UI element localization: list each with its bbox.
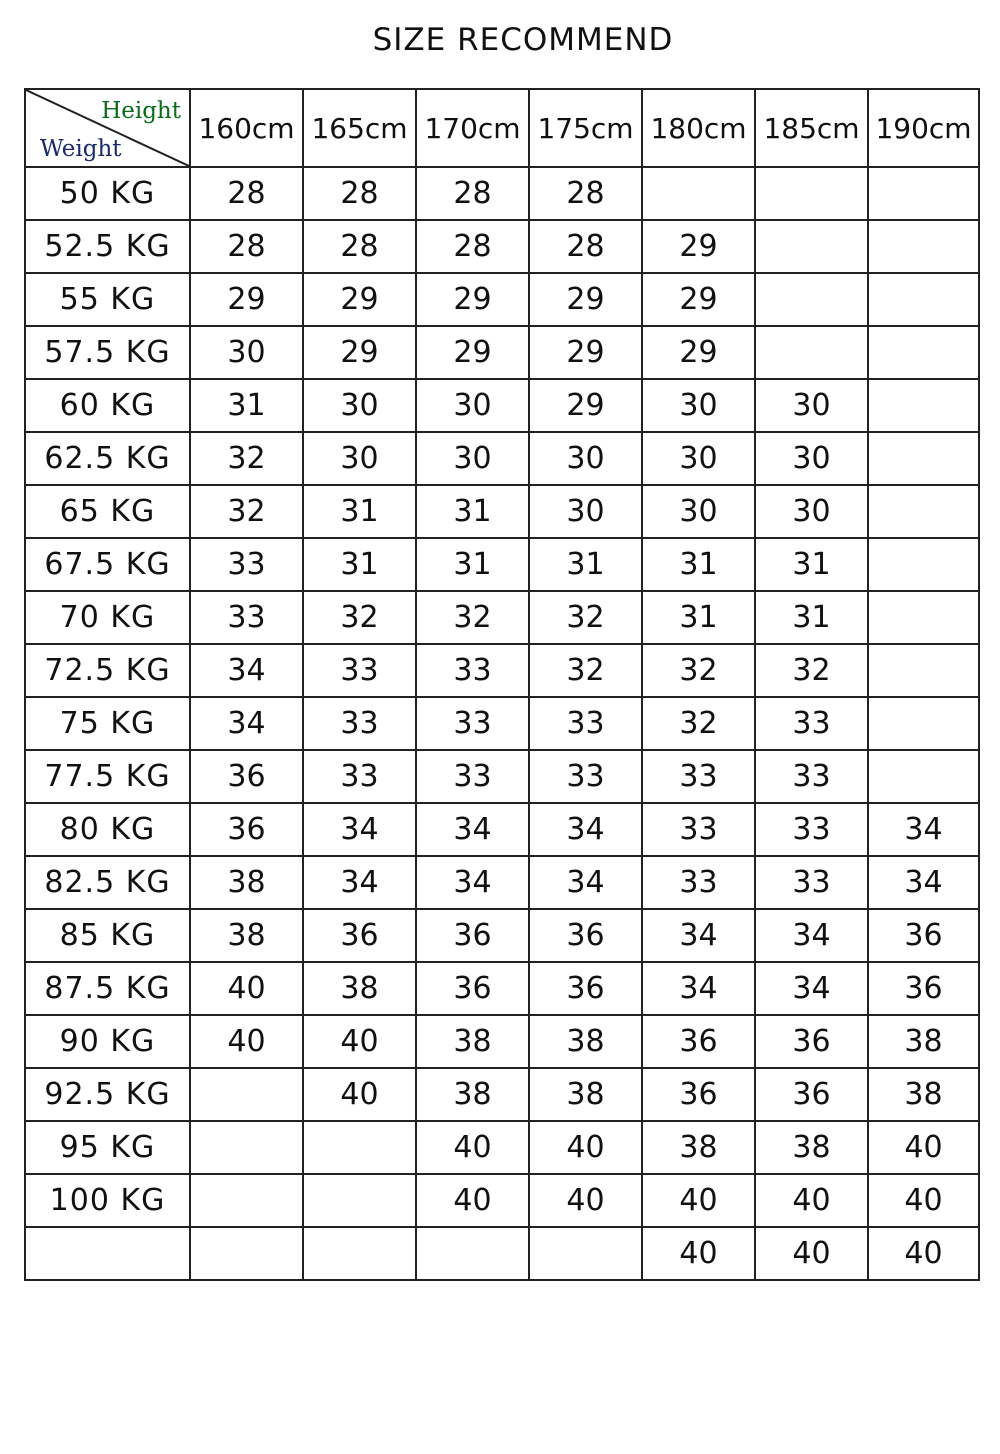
size-cell — [868, 538, 979, 591]
size-chart-table — [24, 88, 980, 1281]
size-cell: 34 — [642, 909, 755, 962]
height-header: 170cm — [416, 89, 529, 167]
size-cell: 33 — [529, 697, 642, 750]
size-cell: 40 — [868, 1174, 979, 1227]
size-cell: 38 — [529, 1068, 642, 1121]
table-row — [25, 167, 979, 220]
size-cell: 40 — [416, 1121, 529, 1174]
table-row — [25, 326, 979, 379]
size-cell: 31 — [416, 538, 529, 591]
height-header: 185cm — [755, 89, 868, 167]
corner-cell — [25, 89, 190, 167]
size-cell: 38 — [303, 962, 416, 1015]
table-row — [25, 962, 979, 1015]
size-cell: 32 — [416, 591, 529, 644]
table-row — [25, 379, 979, 432]
size-cell: 28 — [190, 167, 303, 220]
size-cell: 40 — [529, 1174, 642, 1227]
size-cell — [303, 1174, 416, 1227]
weight-cell: 95 KG — [25, 1121, 190, 1174]
size-cell: 32 — [755, 644, 868, 697]
size-cell: 40 — [642, 1227, 755, 1280]
size-cell — [868, 326, 979, 379]
size-cell: 33 — [190, 538, 303, 591]
size-cell: 34 — [190, 644, 303, 697]
size-cell: 36 — [190, 750, 303, 803]
size-cell — [868, 591, 979, 644]
table-row — [25, 856, 979, 909]
size-cell: 32 — [642, 697, 755, 750]
size-cell — [303, 1227, 416, 1280]
size-cell: 33 — [416, 644, 529, 697]
size-cell — [868, 432, 979, 485]
size-cell: 30 — [529, 432, 642, 485]
size-cell: 36 — [529, 909, 642, 962]
weight-cell: 90 KG — [25, 1015, 190, 1068]
size-cell: 38 — [190, 856, 303, 909]
size-cell: 34 — [529, 856, 642, 909]
table-row — [25, 591, 979, 644]
size-cell: 30 — [303, 379, 416, 432]
size-cell: 40 — [529, 1121, 642, 1174]
weight-cell: 82.5 KG — [25, 856, 190, 909]
size-cell: 33 — [755, 856, 868, 909]
table-row — [25, 909, 979, 962]
table-row — [25, 750, 979, 803]
table-row — [25, 1015, 979, 1068]
size-cell: 40 — [416, 1174, 529, 1227]
size-cell: 33 — [755, 750, 868, 803]
size-cell — [416, 1227, 529, 1280]
size-cell: 33 — [529, 750, 642, 803]
size-cell: 34 — [303, 856, 416, 909]
size-cell: 32 — [190, 432, 303, 485]
weight-cell: 77.5 KG — [25, 750, 190, 803]
size-cell: 29 — [642, 326, 755, 379]
size-cell: 29 — [529, 379, 642, 432]
size-cell: 33 — [190, 591, 303, 644]
table-row — [25, 1227, 979, 1280]
size-cell: 29 — [303, 273, 416, 326]
size-cell: 31 — [642, 591, 755, 644]
size-cell: 38 — [868, 1068, 979, 1121]
size-cell: 34 — [868, 803, 979, 856]
size-cell: 31 — [755, 538, 868, 591]
height-header: 180cm — [642, 89, 755, 167]
size-cell: 34 — [755, 962, 868, 1015]
size-cell: 28 — [416, 167, 529, 220]
table-row — [25, 432, 979, 485]
size-cell: 34 — [642, 962, 755, 1015]
size-cell — [755, 326, 868, 379]
size-cell: 33 — [416, 697, 529, 750]
size-cell: 36 — [868, 909, 979, 962]
weight-cell: 75 KG — [25, 697, 190, 750]
size-cell: 29 — [642, 220, 755, 273]
weight-axis-label: Weight — [40, 136, 122, 162]
size-cell: 40 — [190, 1015, 303, 1068]
size-cell: 40 — [868, 1227, 979, 1280]
weight-cell: 72.5 KG — [25, 644, 190, 697]
size-cell: 40 — [755, 1174, 868, 1227]
size-cell — [868, 379, 979, 432]
size-cell: 33 — [416, 750, 529, 803]
table-row — [25, 697, 979, 750]
size-cell: 32 — [303, 591, 416, 644]
size-cell: 34 — [529, 803, 642, 856]
size-cell: 28 — [190, 220, 303, 273]
weight-cell: 62.5 KG — [25, 432, 190, 485]
size-cell — [755, 220, 868, 273]
table-row — [25, 644, 979, 697]
table-row — [25, 485, 979, 538]
table-row — [25, 1068, 979, 1121]
size-cell: 29 — [190, 273, 303, 326]
size-cell: 31 — [755, 591, 868, 644]
weight-cell: 87.5 KG — [25, 962, 190, 1015]
size-cell: 31 — [190, 379, 303, 432]
size-cell: 40 — [868, 1121, 979, 1174]
size-cell: 31 — [416, 485, 529, 538]
size-cell: 30 — [755, 379, 868, 432]
size-cell: 40 — [303, 1015, 416, 1068]
table-row — [25, 273, 979, 326]
size-cell: 36 — [416, 909, 529, 962]
size-cell: 36 — [755, 1068, 868, 1121]
size-cell — [868, 167, 979, 220]
size-cell — [190, 1227, 303, 1280]
size-cell: 34 — [416, 803, 529, 856]
size-cell: 29 — [529, 273, 642, 326]
size-cell: 30 — [642, 432, 755, 485]
size-cell: 34 — [303, 803, 416, 856]
size-cell — [868, 273, 979, 326]
size-cell — [190, 1174, 303, 1227]
size-cell: 38 — [529, 1015, 642, 1068]
size-cell: 31 — [303, 485, 416, 538]
weight-cell: 67.5 KG — [25, 538, 190, 591]
size-cell: 29 — [416, 273, 529, 326]
table-row — [25, 220, 979, 273]
size-cell: 32 — [529, 591, 642, 644]
size-cell: 31 — [529, 538, 642, 591]
table-row — [25, 1174, 979, 1227]
size-cell: 38 — [416, 1068, 529, 1121]
size-cell — [755, 167, 868, 220]
size-cell: 28 — [529, 220, 642, 273]
size-cell: 30 — [642, 379, 755, 432]
height-axis-label: Height — [101, 98, 181, 124]
size-cell: 36 — [868, 962, 979, 1015]
size-cell: 38 — [868, 1015, 979, 1068]
size-cell: 33 — [755, 803, 868, 856]
size-cell: 30 — [642, 485, 755, 538]
size-cell: 29 — [642, 273, 755, 326]
size-cell: 28 — [303, 220, 416, 273]
weight-cell: 60 KG — [25, 379, 190, 432]
size-cell: 38 — [755, 1121, 868, 1174]
weight-cell: 55 KG — [25, 273, 190, 326]
size-cell: 32 — [529, 644, 642, 697]
height-header: 165cm — [303, 89, 416, 167]
size-cell — [190, 1068, 303, 1121]
page-title: SIZE RECOMMEND — [372, 22, 674, 58]
size-cell: 38 — [416, 1015, 529, 1068]
size-cell: 32 — [642, 644, 755, 697]
size-cell — [868, 697, 979, 750]
weight-cell: 85 KG — [25, 909, 190, 962]
size-cell: 33 — [642, 750, 755, 803]
size-cell: 31 — [642, 538, 755, 591]
size-cell: 33 — [303, 750, 416, 803]
height-header: 190cm — [868, 89, 979, 167]
size-cell: 33 — [303, 697, 416, 750]
size-cell: 32 — [190, 485, 303, 538]
size-cell: 33 — [642, 856, 755, 909]
size-cell: 36 — [303, 909, 416, 962]
size-cell — [529, 1227, 642, 1280]
size-cell — [868, 644, 979, 697]
size-cell — [755, 273, 868, 326]
size-cell — [868, 485, 979, 538]
size-cell: 30 — [303, 432, 416, 485]
height-header: 175cm — [529, 89, 642, 167]
size-cell: 28 — [303, 167, 416, 220]
size-cell: 34 — [190, 697, 303, 750]
header-row — [25, 89, 979, 167]
size-cell: 36 — [642, 1015, 755, 1068]
size-cell: 30 — [190, 326, 303, 379]
table-row — [25, 1121, 979, 1174]
size-cell: 30 — [755, 485, 868, 538]
size-cell: 29 — [529, 326, 642, 379]
size-cell: 38 — [190, 909, 303, 962]
weight-cell: 52.5 KG — [25, 220, 190, 273]
weight-cell: 100 KG — [25, 1174, 190, 1227]
size-cell — [303, 1121, 416, 1174]
size-cell: 30 — [529, 485, 642, 538]
size-cell: 36 — [416, 962, 529, 1015]
size-cell: 29 — [416, 326, 529, 379]
size-cell: 38 — [642, 1121, 755, 1174]
size-cell: 30 — [416, 379, 529, 432]
size-cell: 36 — [755, 1015, 868, 1068]
weight-cell: 70 KG — [25, 591, 190, 644]
weight-cell: 50 KG — [25, 167, 190, 220]
size-cell: 40 — [303, 1068, 416, 1121]
size-cell: 36 — [190, 803, 303, 856]
size-cell — [190, 1121, 303, 1174]
height-header: 160cm — [190, 89, 303, 167]
size-cell: 28 — [529, 167, 642, 220]
table-body — [25, 167, 979, 1280]
size-cell: 30 — [416, 432, 529, 485]
size-cell: 34 — [868, 856, 979, 909]
size-cell: 36 — [529, 962, 642, 1015]
weight-cell: 57.5 KG — [25, 326, 190, 379]
size-cell: 28 — [416, 220, 529, 273]
size-cell: 29 — [303, 326, 416, 379]
size-cell: 34 — [755, 909, 868, 962]
size-cell — [868, 750, 979, 803]
size-cell: 33 — [303, 644, 416, 697]
weight-cell: 80 KG — [25, 803, 190, 856]
size-cell: 31 — [303, 538, 416, 591]
size-cell — [868, 220, 979, 273]
size-cell — [642, 167, 755, 220]
size-cell: 36 — [642, 1068, 755, 1121]
size-cell: 34 — [416, 856, 529, 909]
table-row — [25, 538, 979, 591]
size-cell: 40 — [755, 1227, 868, 1280]
weight-cell — [25, 1227, 190, 1280]
size-cell: 33 — [642, 803, 755, 856]
table-row — [25, 803, 979, 856]
weight-cell: 65 KG — [25, 485, 190, 538]
weight-cell: 92.5 KG — [25, 1068, 190, 1121]
size-cell: 40 — [190, 962, 303, 1015]
size-cell: 30 — [755, 432, 868, 485]
size-cell: 33 — [755, 697, 868, 750]
size-cell: 40 — [642, 1174, 755, 1227]
